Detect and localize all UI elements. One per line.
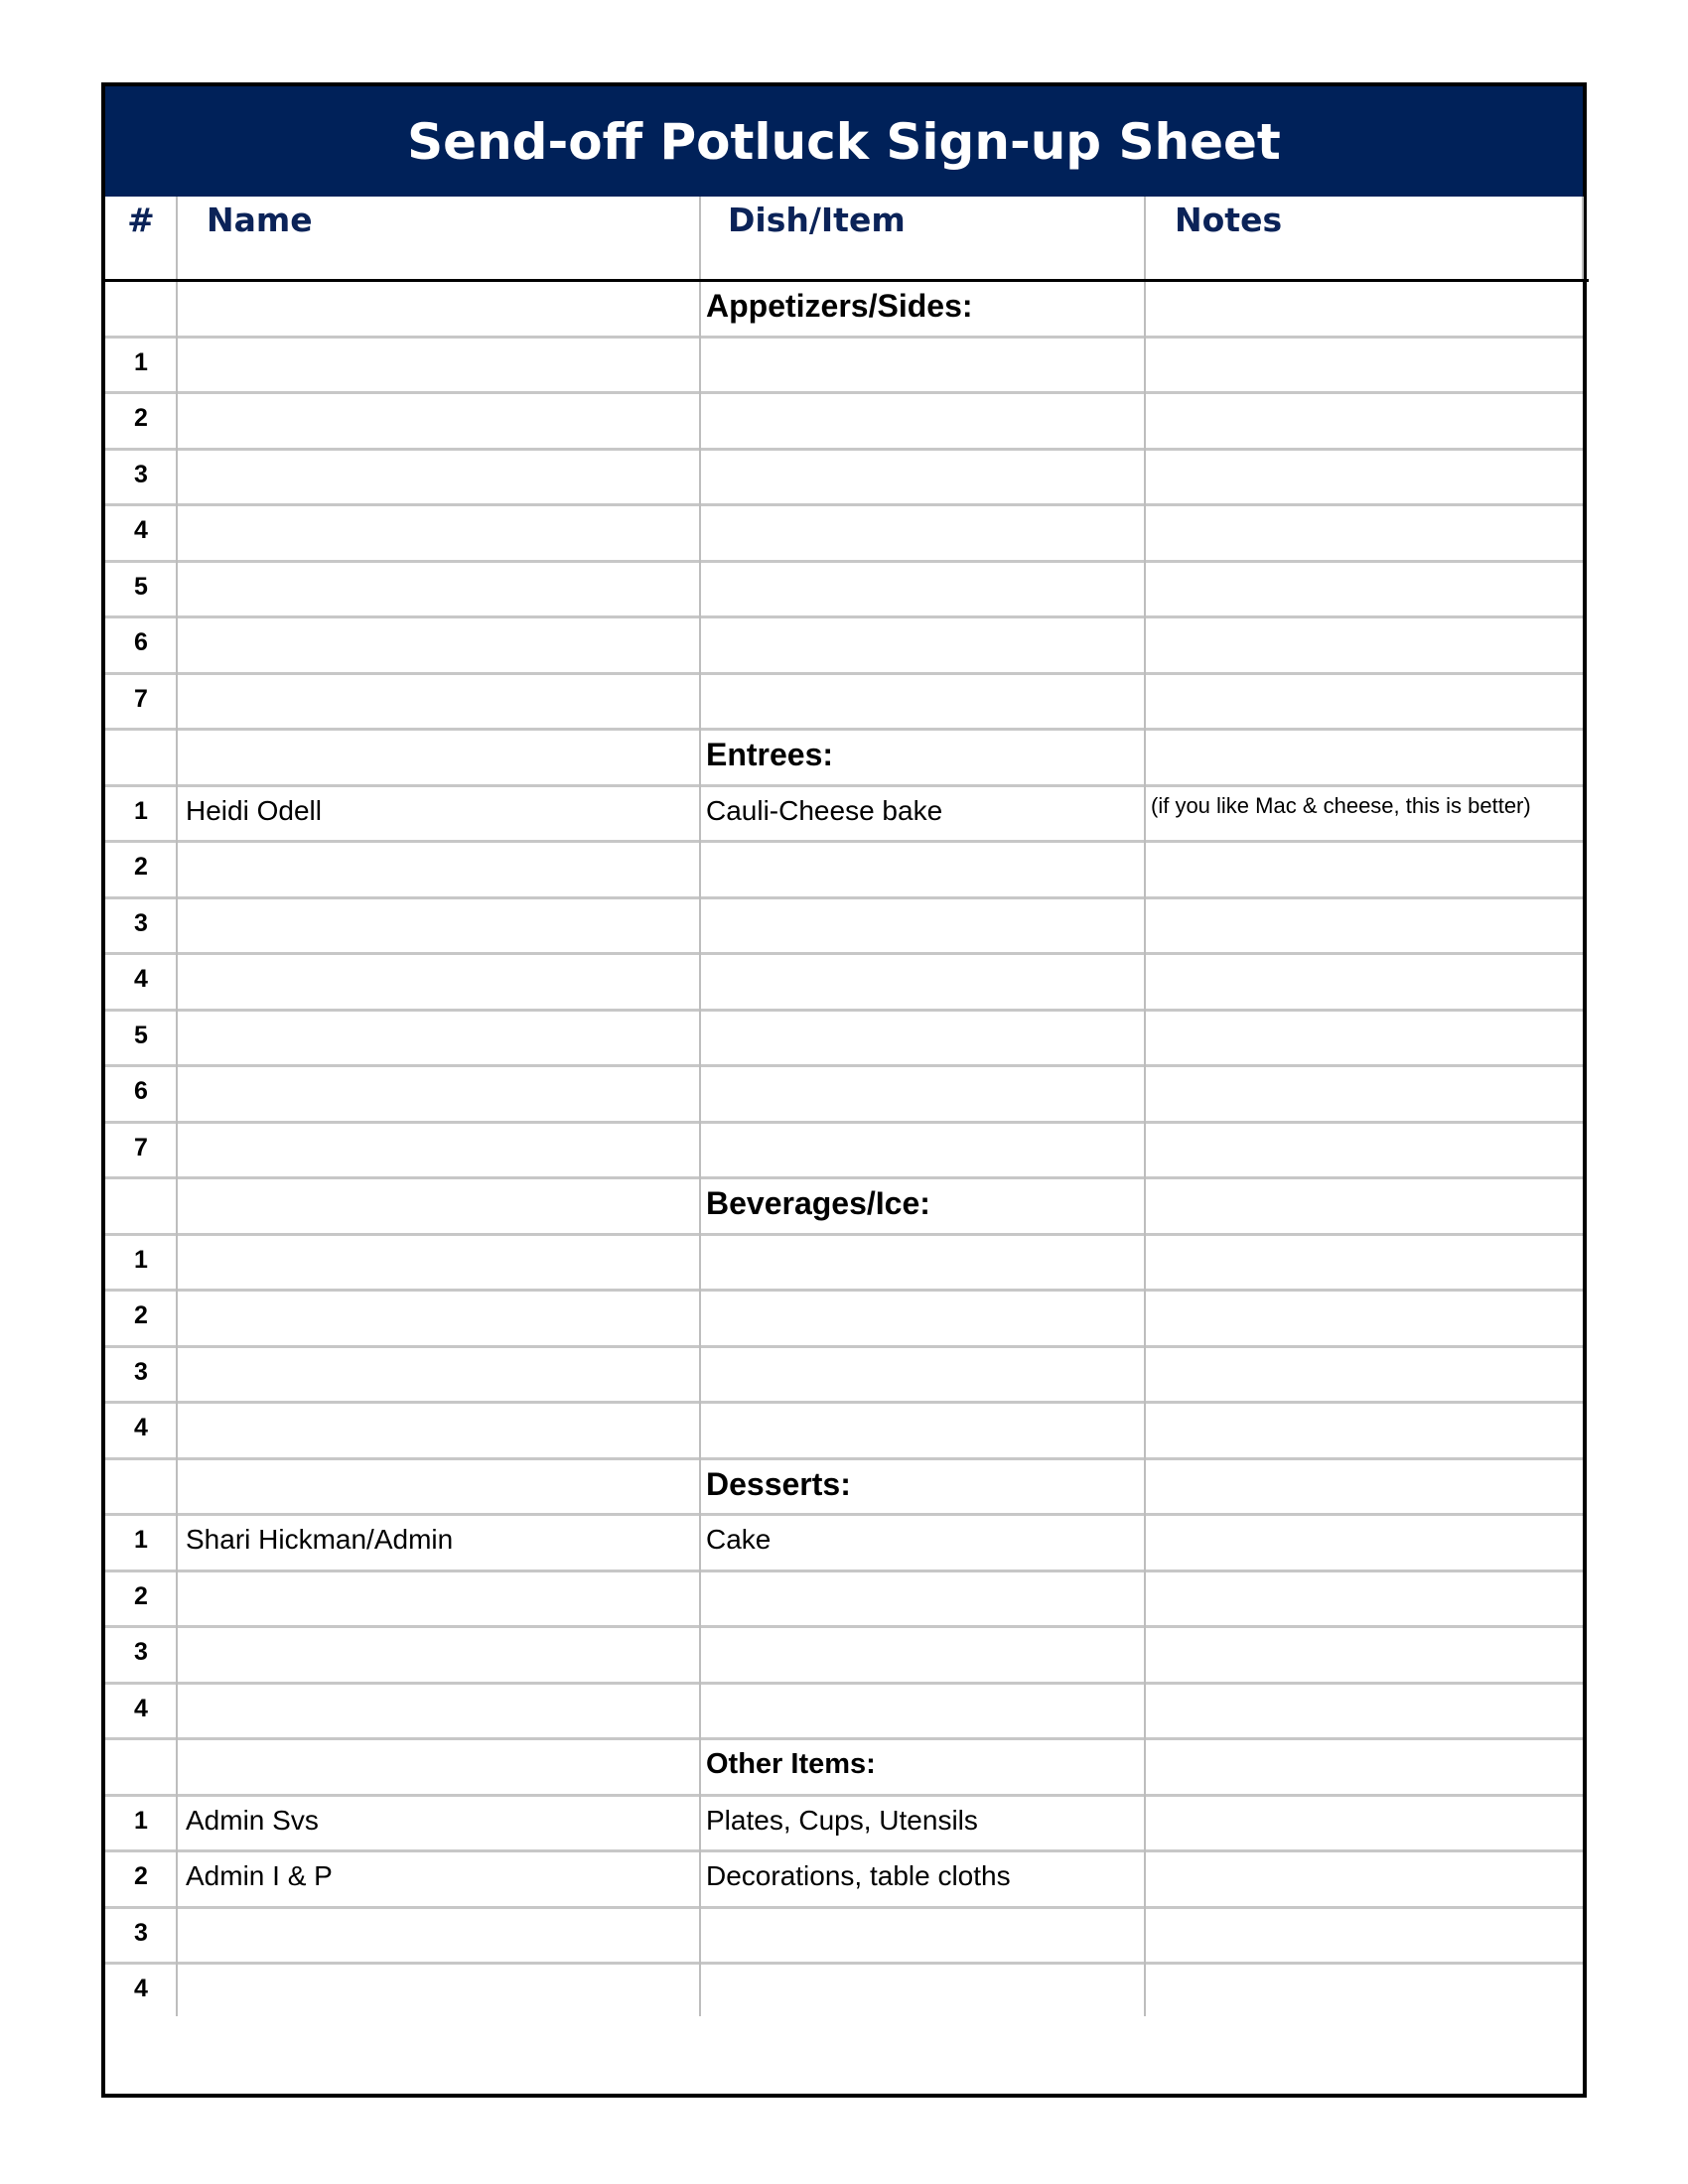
signup-row [105, 1012, 1583, 1068]
signup-row [105, 339, 1583, 395]
notes-cell[interactable] [1147, 1797, 1583, 1850]
signup-row [105, 1965, 1583, 2021]
name-cell [180, 731, 701, 784]
dish-cell[interactable] [701, 1628, 1145, 1682]
row-number: 2 [134, 1301, 148, 1329]
name-cell[interactable] [180, 1628, 701, 1682]
dish-cell[interactable] [701, 675, 1145, 729]
name-cell[interactable] [180, 506, 701, 560]
sheet-title: Send-off Potluck Sign-up Sheet [105, 86, 1583, 197]
dish-cell[interactable]: Plates, Cups, Utensils [706, 1804, 978, 1836]
column-header-name: Name [207, 201, 313, 239]
name-cell [180, 1740, 701, 1794]
name-cell[interactable] [180, 563, 701, 616]
notes-cell [1147, 1179, 1583, 1233]
name-cell[interactable]: Shari Hickman/Admin [186, 1524, 454, 1555]
name-cell[interactable] [180, 843, 701, 896]
notes-cell [1147, 1460, 1583, 1514]
name-cell[interactable] [180, 1909, 701, 1963]
column-divider [1144, 282, 1146, 2016]
dish-cell[interactable] [701, 843, 1145, 896]
name-cell[interactable] [180, 955, 701, 1009]
notes-cell[interactable] [1147, 1292, 1583, 1345]
dish-cell[interactable]: Decorations, table cloths [706, 1860, 1011, 1891]
section-header-row [105, 1179, 1583, 1236]
column-header-dish: Dish/Item [728, 201, 906, 239]
signup-row [105, 843, 1583, 899]
name-cell[interactable] [180, 1124, 701, 1177]
column-divider [176, 282, 178, 2016]
signup-row [105, 1572, 1583, 1629]
signup-row [105, 1348, 1583, 1405]
dish-cell[interactable] [701, 339, 1145, 392]
section-title: Desserts: [706, 1465, 851, 1502]
notes-cell[interactable] [1147, 1909, 1583, 1963]
dish-cell[interactable] [701, 1292, 1145, 1345]
row-number [105, 282, 177, 336]
signup-row [105, 1852, 1583, 1909]
notes-cell[interactable] [1147, 1012, 1583, 1065]
name-cell[interactable] [180, 1572, 701, 1626]
notes-cell[interactable] [1147, 339, 1583, 392]
row-number: 2 [134, 1862, 148, 1890]
section-header-row [105, 282, 1583, 339]
row-number [105, 731, 177, 784]
signup-row [105, 1067, 1583, 1124]
notes-cell[interactable] [1147, 1516, 1583, 1570]
notes-cell[interactable]: (if you like Mac & cheese, this is better) [1151, 792, 1531, 818]
name-cell[interactable] [180, 1348, 701, 1402]
row-number [105, 1179, 177, 1233]
dish-cell[interactable] [701, 1012, 1145, 1065]
notes-cell [1147, 731, 1583, 784]
dish-cell[interactable]: Cake [706, 1524, 772, 1555]
dish-cell[interactable] [701, 955, 1145, 1009]
name-cell[interactable] [180, 1292, 701, 1345]
signup-row [105, 563, 1583, 619]
section-title: Beverages/Ice: [706, 1185, 930, 1221]
name-cell[interactable] [180, 451, 701, 504]
row-number: 1 [134, 796, 148, 825]
row-number [105, 1740, 177, 1794]
signup-row [105, 899, 1583, 956]
dish-cell[interactable] [701, 1965, 1145, 2021]
dish-cell[interactable] [701, 1909, 1145, 1963]
notes-cell[interactable] [1147, 899, 1583, 953]
row-number: 6 [134, 1077, 148, 1105]
signup-row [105, 1404, 1583, 1460]
notes-cell[interactable] [1147, 1067, 1583, 1121]
column-divider [699, 282, 701, 2016]
name-cell[interactable] [180, 1012, 701, 1065]
dish-cell[interactable] [701, 1404, 1145, 1457]
dish-cell[interactable] [701, 563, 1145, 616]
name-cell[interactable]: Admin Svs [186, 1804, 319, 1836]
row-number: 2 [134, 1581, 148, 1610]
row-number: 3 [134, 460, 148, 488]
name-cell[interactable] [180, 899, 701, 953]
notes-cell[interactable] [1147, 1124, 1583, 1177]
signup-row [105, 955, 1583, 1012]
dish-cell[interactable] [701, 394, 1145, 448]
row-number: 3 [134, 1918, 148, 1947]
notes-cell[interactable] [1147, 563, 1583, 616]
dish-cell[interactable] [701, 1124, 1145, 1177]
signup-row [105, 1909, 1583, 1966]
notes-cell [1147, 282, 1583, 336]
dish-cell[interactable]: Cauli-Cheese bake [706, 794, 943, 826]
notes-cell[interactable] [1147, 451, 1583, 504]
signup-row [105, 1685, 1583, 1741]
signup-row [105, 787, 1583, 844]
dish-cell[interactable] [701, 1067, 1145, 1121]
section-title: Appetizers/Sides: [706, 288, 973, 324]
section-header-row [105, 731, 1583, 787]
name-cell[interactable] [180, 618, 701, 672]
name-cell[interactable] [180, 339, 701, 392]
dish-cell[interactable] [701, 1236, 1145, 1290]
name-cell[interactable]: Heidi Odell [186, 794, 322, 826]
signup-row [105, 451, 1583, 507]
notes-cell[interactable] [1147, 843, 1583, 896]
row-number: 4 [134, 1694, 148, 1722]
section-title: Other Items: [706, 1748, 876, 1780]
name-cell[interactable] [180, 1236, 701, 1290]
dish-cell[interactable] [701, 1572, 1145, 1626]
signup-row [105, 1797, 1583, 1853]
dish-cell[interactable] [701, 506, 1145, 560]
dish-cell[interactable] [701, 899, 1145, 953]
signup-row [105, 1516, 1583, 1572]
name-cell [180, 282, 701, 336]
header-divider [1144, 197, 1146, 282]
notes-cell[interactable] [1147, 506, 1583, 560]
notes-cell[interactable] [1147, 394, 1583, 448]
row-number [105, 1460, 177, 1514]
frame-right-edge [1583, 82, 1587, 2018]
header-divider [1582, 197, 1584, 282]
dish-cell[interactable] [701, 451, 1145, 504]
signup-table [105, 282, 1583, 2021]
name-cell [180, 1460, 701, 1514]
row-number: 3 [134, 908, 148, 937]
name-cell[interactable] [180, 1965, 701, 2021]
row-number: 5 [134, 572, 148, 601]
name-cell[interactable] [180, 1067, 701, 1121]
column-header-number: # [127, 201, 155, 239]
notes-cell[interactable] [1147, 955, 1583, 1009]
row-number: 2 [134, 404, 148, 432]
row-number: 4 [134, 1414, 148, 1441]
notes-cell[interactable] [1147, 1404, 1583, 1457]
frame-right-edge-lower [1583, 2018, 1587, 2098]
notes-cell[interactable] [1147, 1852, 1583, 1906]
section-header-row [105, 1460, 1583, 1517]
notes-cell[interactable] [1147, 1572, 1583, 1626]
row-number: 6 [134, 628, 148, 656]
row-number: 4 [134, 1975, 148, 2002]
name-cell[interactable] [180, 394, 701, 448]
notes-cell[interactable] [1147, 1236, 1583, 1290]
name-cell[interactable] [180, 675, 701, 729]
row-number: 2 [134, 853, 148, 881]
row-number: 3 [134, 1638, 148, 1666]
section-title: Entrees: [706, 737, 834, 772]
row-number: 7 [134, 684, 148, 713]
row-number: 1 [134, 1526, 148, 1554]
name-cell [180, 1179, 701, 1233]
signup-row [105, 1628, 1583, 1685]
row-number: 7 [134, 1133, 148, 1161]
notes-cell[interactable] [1147, 1965, 1583, 2021]
signup-row [105, 675, 1583, 732]
header-divider [699, 197, 701, 282]
signup-row [105, 1292, 1583, 1348]
signup-row [105, 394, 1583, 451]
name-cell[interactable] [180, 1404, 701, 1457]
name-cell[interactable]: Admin I & P [186, 1860, 333, 1891]
notes-cell[interactable] [1147, 1348, 1583, 1402]
name-cell[interactable] [180, 1685, 701, 1738]
dish-cell[interactable] [701, 1348, 1145, 1402]
row-number: 1 [134, 1806, 148, 1835]
row-number: 3 [134, 1357, 148, 1386]
notes-cell[interactable] [1147, 1628, 1583, 1682]
column-header-notes: Notes [1175, 201, 1283, 239]
row-number: 1 [134, 347, 148, 376]
row-number: 1 [134, 1245, 148, 1274]
section-header-row [105, 1740, 1583, 1797]
row-number: 4 [134, 965, 148, 993]
row-number: 4 [134, 516, 148, 544]
signup-row [105, 1236, 1583, 1293]
notes-cell[interactable] [1147, 1685, 1583, 1738]
notes-cell[interactable] [1147, 618, 1583, 672]
row-number: 5 [134, 1021, 148, 1049]
dish-cell[interactable] [701, 1685, 1145, 1738]
signup-row [105, 506, 1583, 563]
notes-cell [1147, 1740, 1583, 1794]
notes-cell[interactable] [1147, 675, 1583, 729]
signup-row [105, 618, 1583, 675]
signup-row [105, 1124, 1583, 1180]
dish-cell[interactable] [701, 618, 1145, 672]
header-divider [176, 197, 178, 282]
